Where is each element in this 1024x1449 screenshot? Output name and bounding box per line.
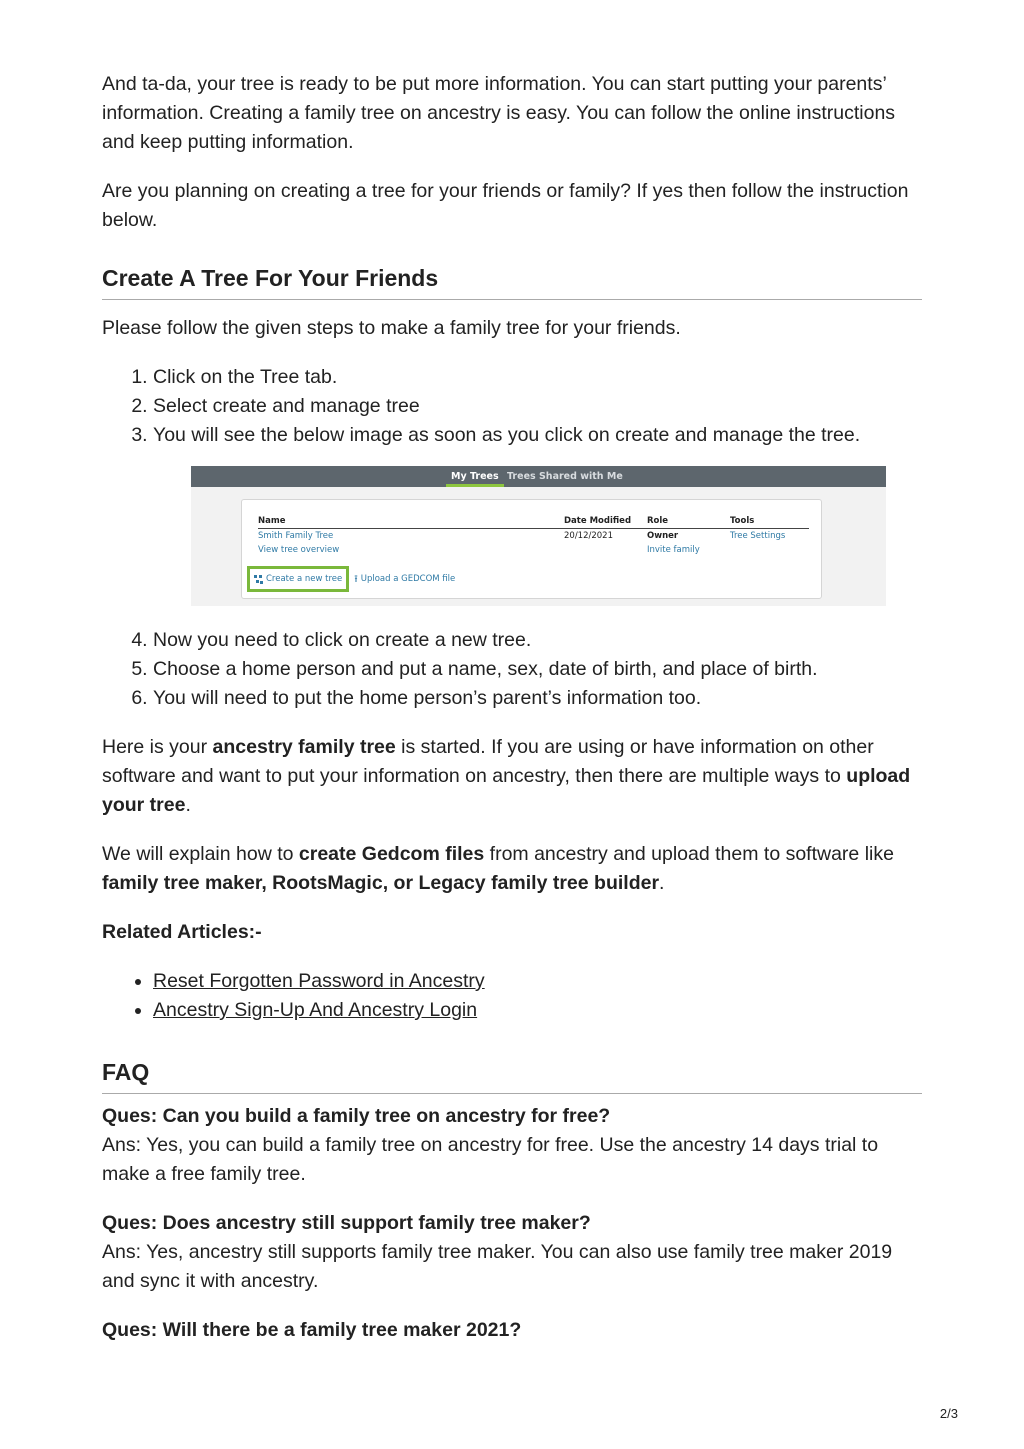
list-item <box>153 967 922 996</box>
faq-answer: Ans: Yes, you can build a family tree on ancestry for free. Use the ancestry 14 days trial to make a free family tree. <box>102 1134 879 1185</box>
invite-family-link: Invite family <box>647 545 700 555</box>
faq-question: Ques: Will there be a family tree maker 2021? <box>102 1319 522 1341</box>
intro-paragraph-1: And ta-da, your tree is ready to be put more information. You can start putting your parents’ information. Creating a family tree on ancestry is easy. You can follow the online instructions and keep putting information. <box>102 73 896 153</box>
table-header <box>258 514 809 529</box>
bold-upload-your-tree: upload your tree <box>102 765 911 816</box>
list-item: 3. You will see the below image as soon as you click on create and manage the tree. <box>153 421 922 450</box>
tree-settings-link: Tree Settings <box>730 531 786 541</box>
list-item: 2. Select create and manage tree <box>153 392 922 421</box>
column-header: Tools <box>730 516 755 526</box>
bold-ancestry-family-tree: ancestry family tree <box>212 736 396 758</box>
create-new-tree-link: Create a new tree <box>266 574 343 584</box>
section-heading-friends: Create A Tree For Your Friends <box>102 265 439 291</box>
list-item: 6. You will need to put the home person’s parent’s information too. <box>153 684 922 713</box>
faq-heading: FAQ <box>102 1059 150 1085</box>
tab-trees-shared: Trees Shared with Me <box>507 471 623 482</box>
upload-icon: ⭱ <box>354 573 358 585</box>
screenshot-trees-table <box>258 514 809 557</box>
faq-question: Ques: Can you build a family tree on ancestry for free? <box>102 1105 611 1127</box>
bold-software-list: family tree maker, RootsMagic, or Legacy family tree builder <box>102 872 660 894</box>
section-heading-rule <box>102 263 922 300</box>
list-item: 4. Now you need to click on create a new tree. <box>153 626 922 655</box>
view-overview-link: View tree overview <box>258 545 340 555</box>
tab-my-trees: My Trees <box>446 466 504 487</box>
faq-question: Ques: Does ancestry still support family tree maker? <box>102 1212 591 1234</box>
tree-icon <box>254 575 263 584</box>
related-link-signup-login[interactable]: Ancestry Sign-Up And Ancestry Login <box>153 999 478 1021</box>
list-item: 5. Choose a home person and put a name, sex, date of birth, and place of birth. <box>153 655 922 684</box>
faq-answer: Ans: Yes, ancestry still supports family tree maker. You can also use family tree maker 2019 and sync it with ancestry. <box>102 1241 893 1292</box>
steps-list-second <box>102 626 922 713</box>
bold-create-gedcom: create Gedcom files <box>298 843 485 865</box>
list-item <box>153 996 922 1025</box>
intro-paragraph-2: Are you planning on creating a tree for your friends or family? If yes then follow the instruction below. <box>102 180 909 231</box>
tree-name-link: Smith Family Tree <box>258 531 334 541</box>
column-header: Name <box>258 516 286 526</box>
faq-heading-rule <box>102 1057 922 1094</box>
table-row <box>258 543 809 557</box>
date-modified: 20/12/2021 <box>564 531 613 541</box>
screenshot-actions <box>247 566 455 592</box>
column-header: Role <box>647 516 669 526</box>
column-header: Date Modified <box>564 516 632 526</box>
list-item: 1. Click on the Tree tab. <box>153 363 922 392</box>
related-articles-list <box>102 967 922 1025</box>
faq-item <box>102 1102 922 1189</box>
role-value: Owner <box>647 531 679 541</box>
my-trees-screenshot <box>191 466 886 606</box>
related-articles-label: Related Articles:- <box>102 921 262 943</box>
screenshot-trees-card <box>241 499 822 599</box>
steps-list-first <box>102 363 922 450</box>
page-number: 2/3 <box>939 1406 958 1421</box>
ancestry-paragraph: Here is your ancestry family tree is started. If you are using or have information on other software and want to put your information on ancestry, then there are multiple ways to upload your tree. <box>102 736 911 816</box>
screenshot-tab-bar <box>191 466 886 487</box>
section-lead: Please follow the given steps to make a family tree for your friends. <box>102 317 681 339</box>
create-tree-highlight <box>247 566 349 592</box>
faq-item <box>102 1209 922 1296</box>
table-row <box>258 529 809 543</box>
related-link-reset-password[interactable]: Reset Forgotten Password in Ancestry <box>153 970 485 992</box>
upload-gedcom-link: Upload a GEDCOM file <box>360 574 456 584</box>
faq-item <box>102 1316 922 1345</box>
gedcom-paragraph: We will explain how to create Gedcom files from ancestry and upload them to software like family tree maker, RootsMagic, or Legacy family tree builder. <box>102 843 894 894</box>
article-body <box>102 70 922 1365</box>
